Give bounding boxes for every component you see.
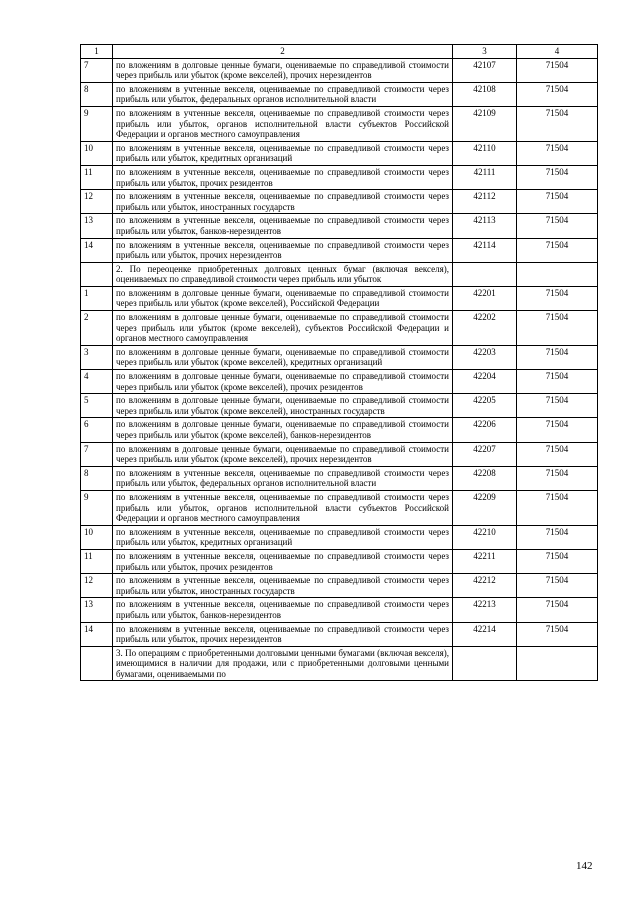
row-number: 1 [81,286,113,310]
row-number: 8 [81,82,113,106]
table-row [81,598,598,622]
row-code: 42107 [453,58,517,82]
row-description: по вложениям в учтенные векселя, оцениваемые по справедливой стоимости через прибыль или убыток, кредитных организаций [113,525,453,549]
row-account: 71504 [517,418,598,442]
row-account: 71504 [517,622,598,646]
table-header-row [81,45,598,59]
row-code: 42113 [453,214,517,238]
row-number: 14 [81,622,113,646]
row-number: 4 [81,370,113,394]
row-code: 42111 [453,165,517,189]
row-description: по вложениям в долговые ценные бумаги, оцениваемые по справедливой стоимости через прибыль или убыток (кроме векселей), кредитных организаций [113,345,453,369]
row-code: 42202 [453,311,517,346]
table-row [81,214,598,238]
table-row [81,82,598,106]
row-code: 42207 [453,442,517,466]
row-number: 12 [81,574,113,598]
table-row [81,549,598,573]
table-row [81,622,598,646]
row-description: по вложениям в учтенные векселя, оцениваемые по справедливой стоимости через прибыль или убыток, банков-нерезидентов [113,214,453,238]
row-account: 71504 [517,345,598,369]
row-number: 13 [81,214,113,238]
row-code: 42109 [453,106,517,141]
row-code: 42212 [453,574,517,598]
table-row [81,466,598,490]
table-row [81,442,598,466]
row-description: по вложениям в учтенные векселя, оцениваемые по справедливой стоимости через прибыль или убыток, федеральных органов исполнительной власти [113,82,453,106]
row-number: 5 [81,394,113,418]
row-account: 71504 [517,311,598,346]
row-code: 42110 [453,141,517,165]
row-code: 42112 [453,190,517,214]
account-cell [517,262,598,286]
row-code: 42209 [453,490,517,525]
row-account: 71504 [517,442,598,466]
row-code: 42213 [453,598,517,622]
section-heading: 2. По переоценке приобретенных долговых ценных бумаг (включая векселя), оцениваемых по справедливой стоимости через прибыль или убыток [113,262,453,286]
table-row [81,370,598,394]
table-body [81,58,598,681]
row-description: по вложениям в учтенные векселя, оцениваемые по справедливой стоимости через прибыль или убыток, кредитных организаций [113,141,453,165]
row-description: по вложениям в учтенные векселя, оцениваемые по справедливой стоимости через прибыль или убыток, прочих нерезидентов [113,622,453,646]
row-code: 42208 [453,466,517,490]
row-description: по вложениям в долговые ценные бумаги, оцениваемые по справедливой стоимости через прибыль или убыток (кроме векселей), прочих нерезидентов [113,58,453,82]
row-account: 71504 [517,190,598,214]
row-account: 71504 [517,490,598,525]
row-account: 71504 [517,82,598,106]
table-row [81,394,598,418]
row-number: 3 [81,345,113,369]
row-account: 71504 [517,525,598,549]
row-account: 71504 [517,598,598,622]
row-number: 7 [81,58,113,82]
table-row [81,58,598,82]
table-row [81,141,598,165]
row-description: по вложениям в долговые ценные бумаги, оцениваемые по справедливой стоимости через прибыль или убыток (кроме векселей), прочих нерезидентов [113,442,453,466]
row-description: по вложениям в учтенные векселя, оцениваемые по справедливой стоимости через прибыль или убыток, иностранных государств [113,574,453,598]
row-number: 11 [81,165,113,189]
section-row [81,262,598,286]
row-number: 11 [81,549,113,573]
row-number: 14 [81,238,113,262]
table-row [81,525,598,549]
row-number: 8 [81,466,113,490]
table-row [81,238,598,262]
row-code: 42204 [453,370,517,394]
row-description: по вложениям в учтенные векселя, оцениваемые по справедливой стоимости через прибыль или убыток, прочих резидентов [113,549,453,573]
row-number: 9 [81,490,113,525]
table-row [81,574,598,598]
row-number: 13 [81,598,113,622]
row-description: по вложениям в долговые ценные бумаги, оцениваемые по справедливой стоимости через прибыль или убыток (кроме векселей), Российской Федерации [113,286,453,310]
row-description: по вложениям в учтенные векселя, оцениваемые по справедливой стоимости через прибыль или убыток, банков-нерезидентов [113,598,453,622]
row-code: 42203 [453,345,517,369]
column-header-4: 4 [517,45,598,59]
row-account: 71504 [517,394,598,418]
row-description: по вложениям в учтенные векселя, оцениваемые по справедливой стоимости через прибыль или убыток, иностранных государств [113,190,453,214]
table-row [81,418,598,442]
row-number: 2 [81,311,113,346]
row-account: 71504 [517,370,598,394]
row-account: 71504 [517,238,598,262]
row-description: по вложениям в долговые ценные бумаги, оцениваемые по справедливой стоимости через прибыль или убыток (кроме векселей), субъектов Российской Федерации и органов местного самоуправления [113,311,453,346]
table-row [81,311,598,346]
section-row [81,646,598,681]
row-description: по вложениям в учтенные векселя, оцениваемые по справедливой стоимости через прибыль или убыток, федеральных органов исполнительной власти [113,466,453,490]
row-code: 42210 [453,525,517,549]
row-account: 71504 [517,574,598,598]
table-row [81,286,598,310]
code-cell [453,262,517,286]
column-header-3: 3 [453,45,517,59]
row-number-cell [81,262,113,286]
row-account: 71504 [517,106,598,141]
row-number: 12 [81,190,113,214]
row-code: 42114 [453,238,517,262]
row-account: 71504 [517,58,598,82]
code-cell [453,646,517,681]
row-account: 71504 [517,466,598,490]
row-account: 71504 [517,141,598,165]
table-row [81,165,598,189]
row-description: по вложениям в учтенные векселя, оцениваемые по справедливой стоимости через прибыль или убыток, прочих резидентов [113,165,453,189]
row-account: 71504 [517,214,598,238]
row-number: 10 [81,141,113,165]
account-cell [517,646,598,681]
row-description: по вложениям в долговые ценные бумаги, оцениваемые по справедливой стоимости через прибыль или убыток (кроме векселей), банков-нерезидентов [113,418,453,442]
table-row [81,345,598,369]
row-code: 42211 [453,549,517,573]
page-number: 142 [576,860,593,872]
row-number-cell [81,646,113,681]
row-description: по вложениям в учтенные векселя, оцениваемые по справедливой стоимости через прибыль или убыток, прочих нерезидентов [113,238,453,262]
row-description: по вложениям в долговые ценные бумаги, оцениваемые по справедливой стоимости через прибыль или убыток (кроме векселей), иностранных государств [113,394,453,418]
row-code: 42201 [453,286,517,310]
row-code: 42214 [453,622,517,646]
row-description: по вложениям в учтенные векселя, оцениваемые по справедливой стоимости через прибыль или убыток, органов исполнительной власти субъектов Российской Федерации и органов местного самоуправления [113,106,453,141]
row-number: 6 [81,418,113,442]
row-code: 42205 [453,394,517,418]
table-row [81,106,598,141]
row-account: 71504 [517,549,598,573]
row-number: 9 [81,106,113,141]
row-account: 71504 [517,165,598,189]
row-code: 42108 [453,82,517,106]
table-row [81,490,598,525]
row-code: 42206 [453,418,517,442]
accounts-table [80,44,598,681]
row-description: по вложениям в долговые ценные бумаги, оцениваемые по справедливой стоимости через прибыль или убыток (кроме векселей), прочих резидентов [113,370,453,394]
column-header-2: 2 [113,45,453,59]
section-heading: 3. По операциям с приобретенными долговыми ценными бумагами (включая векселя), имеющимися в наличии для продажи, или с приобретенными долговыми ценными бумагами, оцениваемыми по [113,646,453,681]
column-header-1: 1 [81,45,113,59]
row-number: 7 [81,442,113,466]
table-row [81,190,598,214]
row-account: 71504 [517,286,598,310]
row-description: по вложениям в учтенные векселя, оцениваемые по справедливой стоимости через прибыль или убыток, органов исполнительной власти субъектов Российской Федерации и органов местного самоуправления [113,490,453,525]
row-number: 10 [81,525,113,549]
